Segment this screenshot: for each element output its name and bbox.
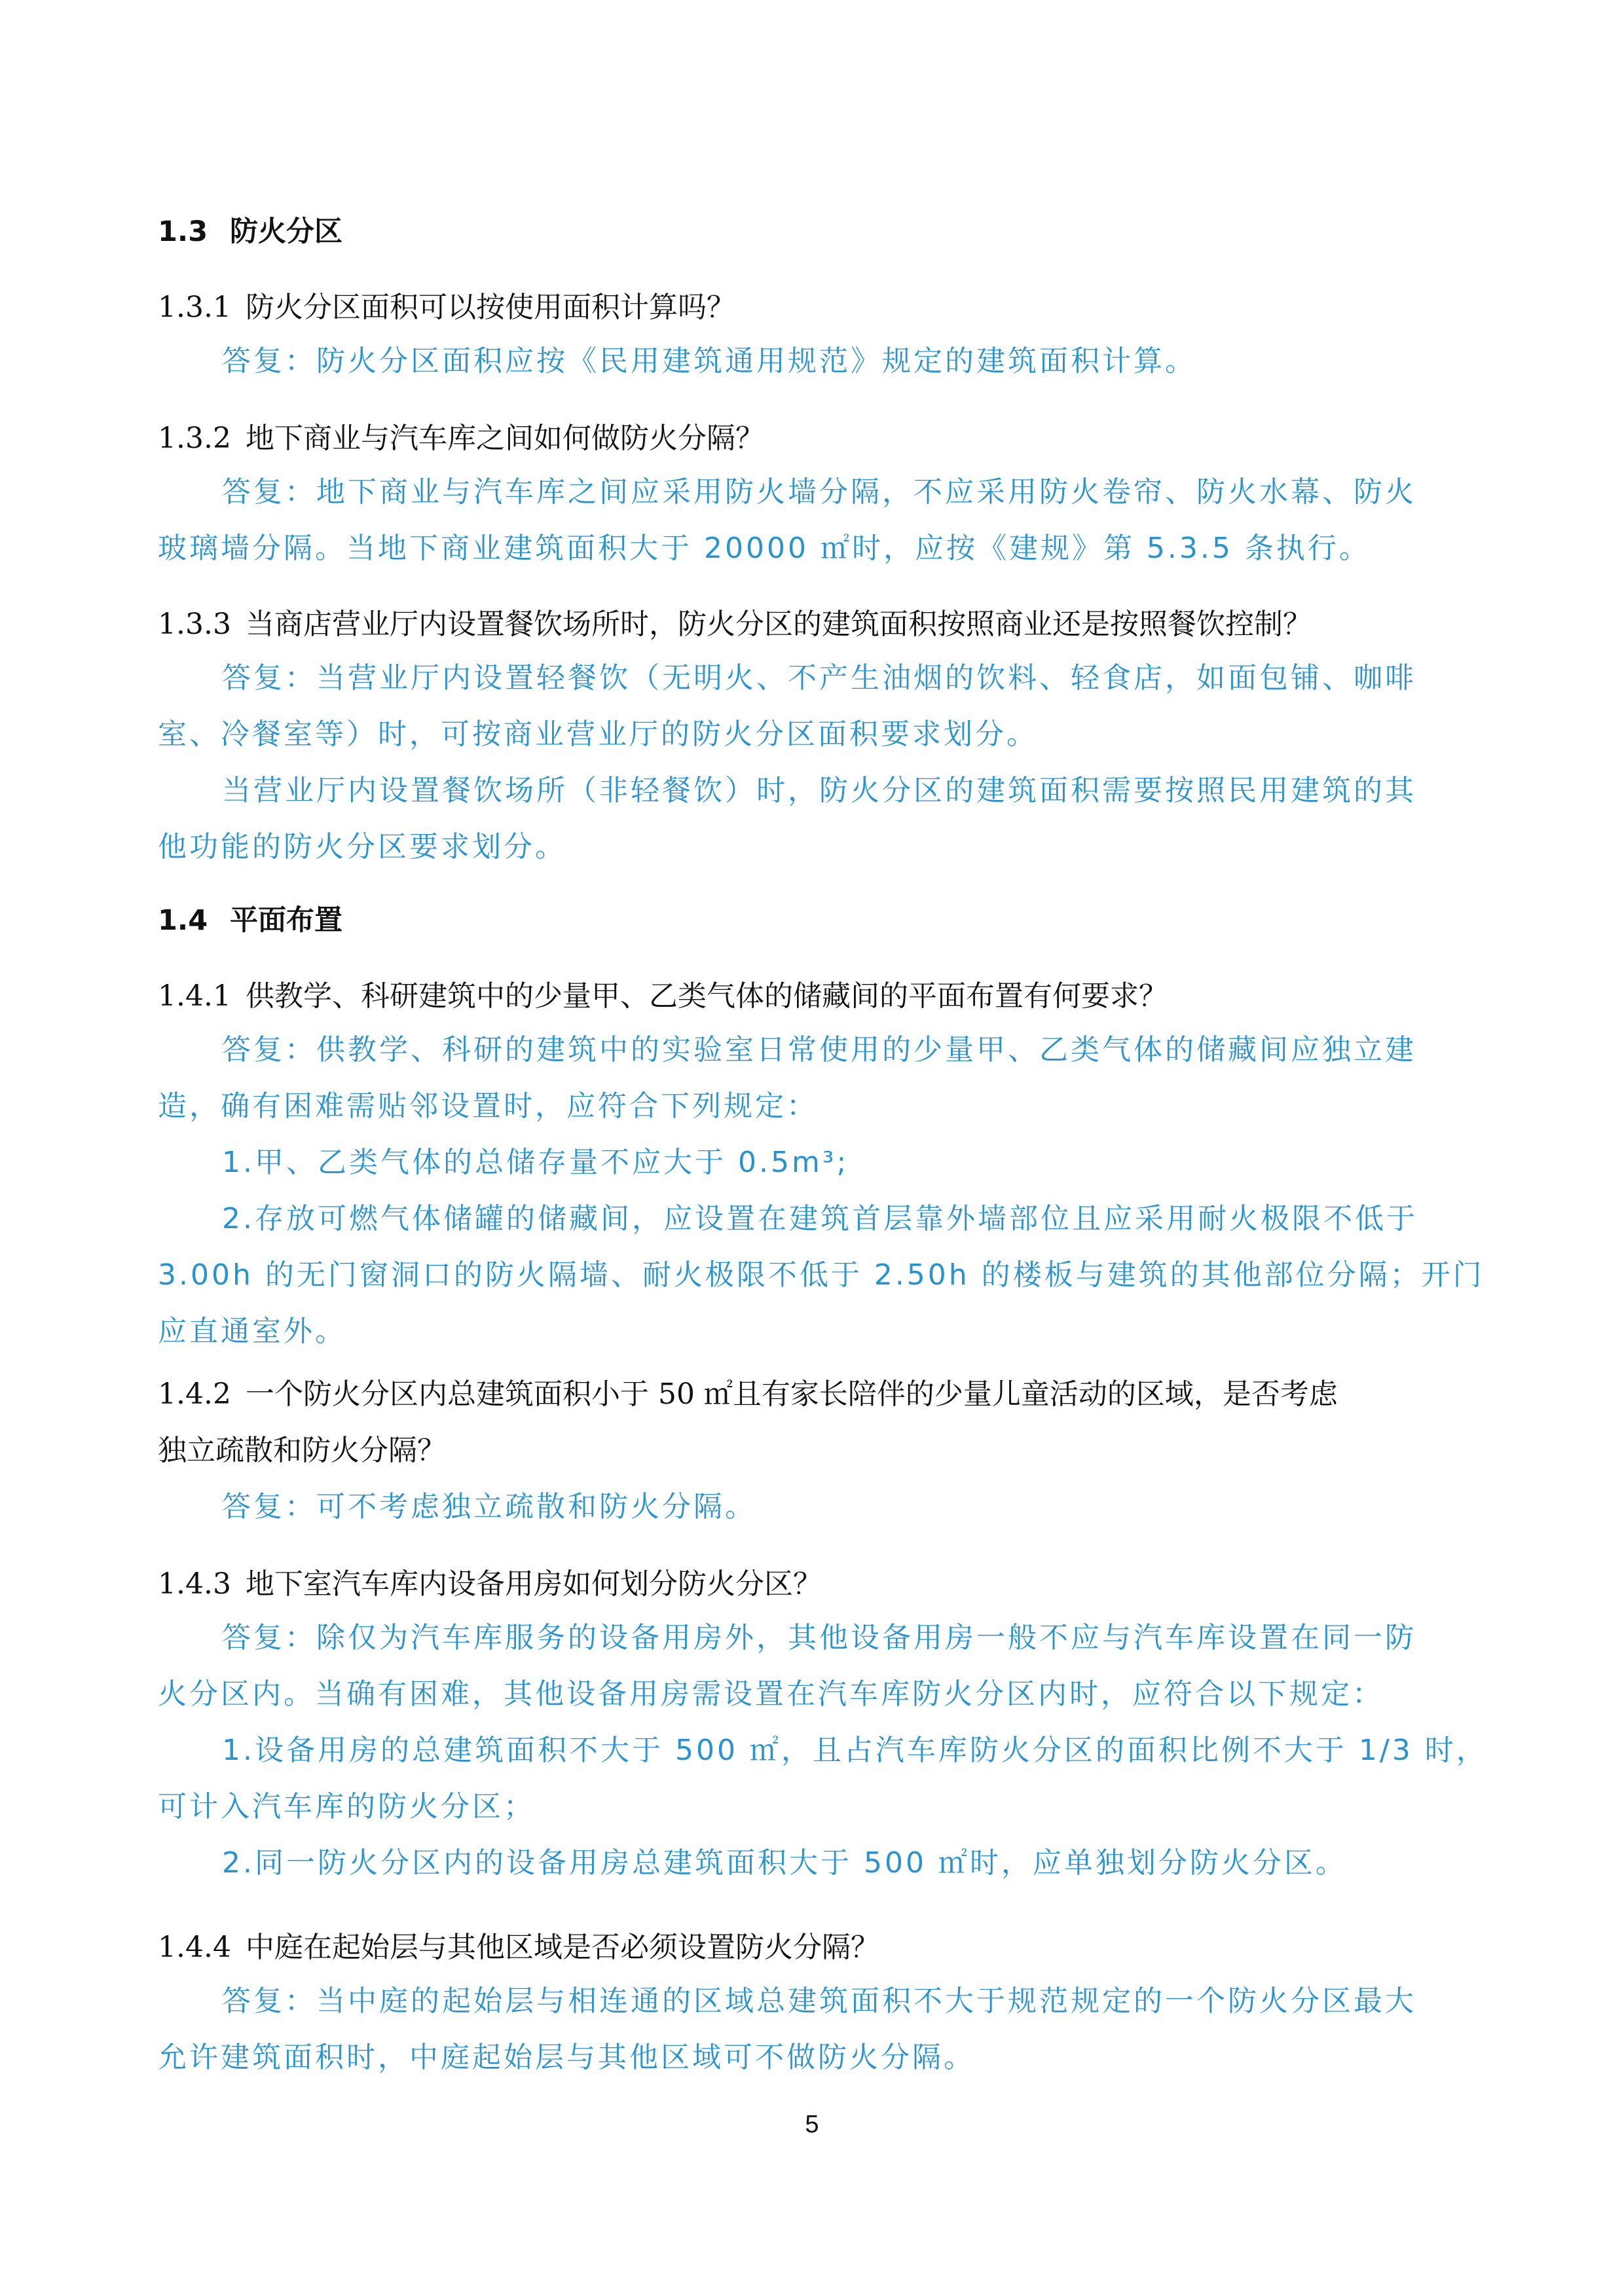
section-number: 1.3 (158, 215, 208, 248)
section-heading-1-4 (158, 901, 342, 940)
question-1-4-2 (158, 1366, 1474, 1479)
answer-line: 1.甲、乙类气体的总储存量不应大于 0.5m³; (222, 1146, 849, 1179)
section-heading-1-3 (158, 212, 342, 251)
answer-1-4-4 (158, 1973, 1474, 2086)
answer-line: 室、冷餐室等）时，可按商业营业厅的防火分区面积要求划分。 (158, 718, 1038, 751)
answer-line: 他功能的防火分区要求划分。 (158, 830, 566, 864)
answer-line: 答复：除仅为汽车库服务的设备用房外，其他设备用房一般不应与汽车库设置在同一防 (222, 1621, 1416, 1654)
answer-1-3-1 (158, 333, 1474, 390)
answer-line: 可计入汽车库的防火分区； (158, 1790, 535, 1823)
section-title: 平面布置 (230, 904, 342, 937)
question-text: 防火分区面积可以按使用面积计算吗？ (245, 291, 735, 324)
answer-line: 2.同一防火分区内的设备用房总建筑面积大于 500 ㎡时，应单独划分防火分区。 (222, 1846, 1347, 1880)
answer-line: 火分区内。当确有困难，其他设备用房需设置在汽车库防火分区内时，应符合以下规定： (158, 1677, 1384, 1711)
answer-1-3-3 (158, 650, 1474, 875)
question-text: 一个防火分区内总建筑面积小于 50 ㎡且有家长陪伴的少量儿童活动的区域，是否考虑 (245, 1377, 1338, 1411)
answer-1-4-1 (158, 1022, 1485, 1360)
answer-line: 答复：地下商业与汽车库之间应采用防火墙分隔，不应采用防火卷帘、防火水幕、防火 (222, 475, 1416, 509)
question-text: 中庭在起始层与其他区域是否必须设置防火分隔？ (245, 1931, 879, 1964)
answer-line: 3.00h 的无门窗洞口的防火隔墙、耐火极限不低于 2.50h 的楼板与建筑的其他部位分隔；开门 (158, 1258, 1485, 1292)
section-number: 1.4 (158, 904, 208, 937)
question-number: 1.4.2 (158, 1377, 231, 1411)
question-number: 1.3.2 (158, 422, 231, 455)
question-text: 地下室汽车库内设备用房如何划分防火分区？ (245, 1567, 822, 1601)
answer-1-3-2 (158, 464, 1474, 577)
answer-line: 答复：可不考虑独立疏散和防火分隔。 (222, 1490, 756, 1523)
answer-line: 2.存放可燃气体储罐的储藏间，应设置在建筑首层靠外墙部位且应采用耐火极限不低于 (222, 1202, 1418, 1235)
question-number: 1.4.3 (158, 1567, 231, 1601)
question-1-3-1 (158, 280, 1474, 336)
answer-line: 答复：供教学、科研的建筑中的实验室日常使用的少量甲、乙类气体的储藏间应独立建 (222, 1033, 1416, 1066)
question-number: 1.3.1 (158, 291, 231, 324)
answer-line: 当营业厅内设置餐饮场所（非轻餐饮）时，防火分区的建筑面积需要按照民用建筑的其 (222, 774, 1416, 807)
answer-line: 玻璃墙分隔。当地下商业建筑面积大于 20000 ㎡时，应按《建规》第 5.3.5 条执行。 (158, 532, 1371, 565)
question-text: 供教学、科研建筑中的少量甲、乙类气体的储藏间的平面布置有何要求？ (245, 979, 1168, 1013)
answer-line: 1.设备用房的总建筑面积不大于 500 ㎡，且占汽车库防火分区的面积比例不大于 1/3 时， (222, 1734, 1488, 1767)
question-1-4-4 (158, 1920, 1474, 1976)
question-1-4-1 (158, 968, 1474, 1025)
answer-line: 答复：当营业厅内设置轻餐饮（无明火、不产生油烟的饮料、轻食店，如面包铺、咖啡 (222, 661, 1416, 695)
question-1-3-2 (158, 410, 1474, 467)
question-1-4-3 (158, 1556, 1474, 1613)
question-number: 1.4.4 (158, 1931, 231, 1964)
section-title: 防火分区 (230, 215, 342, 248)
question-text: 当商店营业厅内设置餐饮场所时，防火分区的建筑面积按照商业还是按照餐饮控制？ (245, 608, 1312, 641)
answer-1-4-3 (158, 1610, 1488, 1891)
question-number: 1.3.3 (158, 608, 231, 641)
answer-line: 答复：防火分区面积应按《民用建筑通用规范》规定的建筑面积计算。 (222, 344, 1196, 378)
question-1-3-3 (158, 596, 1474, 653)
answer-line: 应直通室外。 (158, 1315, 346, 1348)
question-text: 地下商业与汽车库之间如何做防火分隔？ (245, 422, 764, 455)
answer-line: 造，确有困难需贴邻设置时，应符合下列规定： (158, 1089, 818, 1123)
answer-line: 答复：当中庭的起始层与相连通的区域总建筑面积不大于规范规定的一个防火分区最大 (222, 1984, 1416, 2018)
answer-line: 允许建筑面积时，中庭起始层与其他区域可不做防火分隔。 (158, 2041, 975, 2074)
question-text-continued: 独立疏散和防火分隔？ (158, 1434, 446, 1467)
question-number: 1.4.1 (158, 979, 231, 1013)
page-number: 5 (805, 2111, 819, 2138)
answer-1-4-2 (158, 1479, 1474, 1535)
